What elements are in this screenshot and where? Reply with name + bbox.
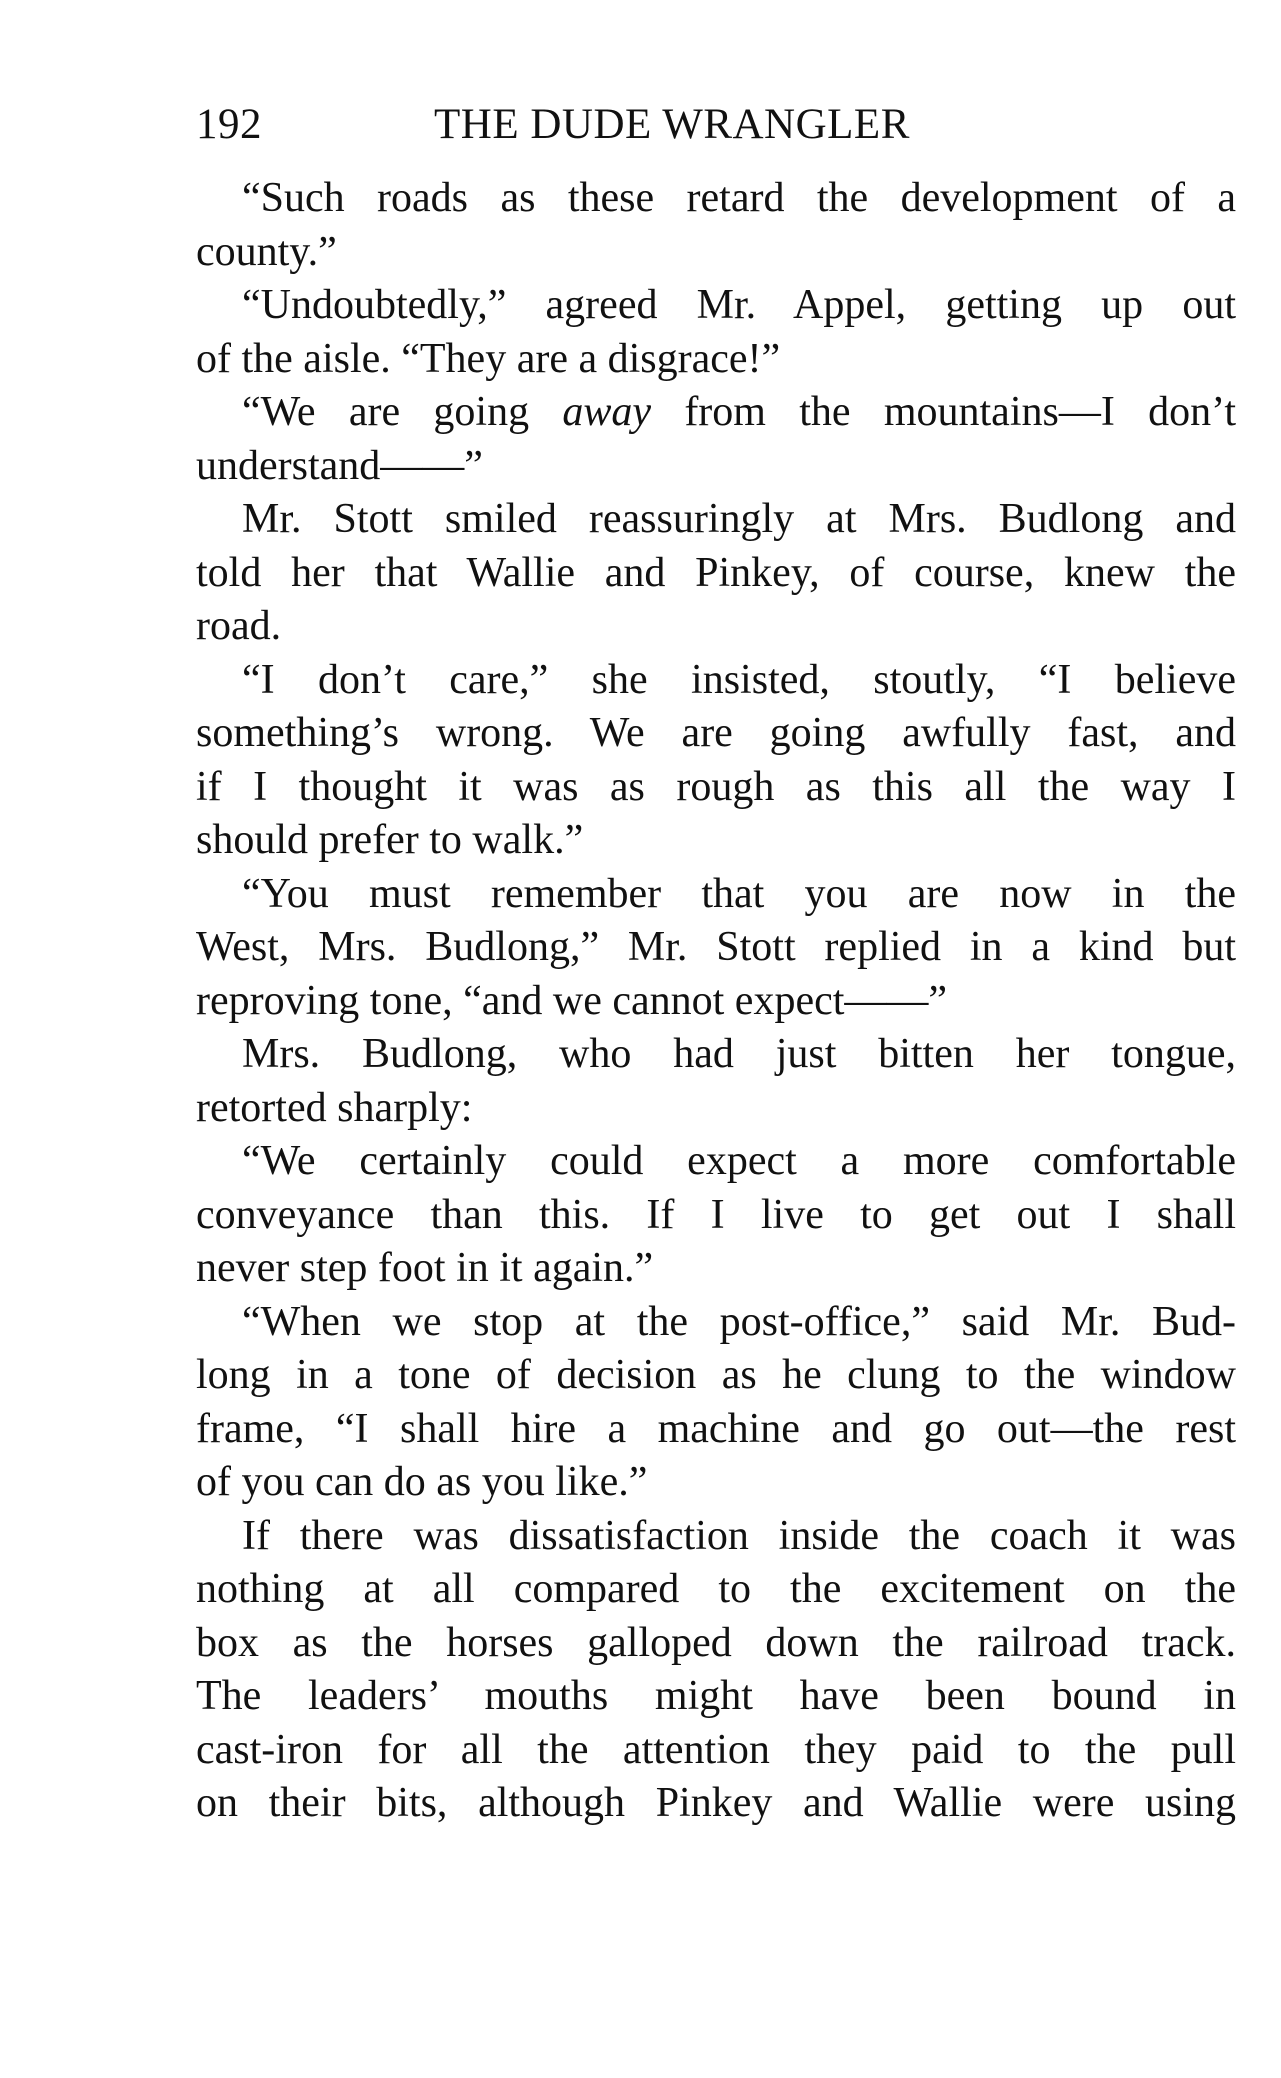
- text-line: of the aisle. “They are a disgrace!”: [196, 335, 781, 382]
- text-line: understand——”: [196, 442, 483, 489]
- text-line: “You must remember that you are now in the: [242, 870, 1236, 917]
- text-line: West, Mrs. Budlong,” Mr. Stott replied in a kind but: [196, 924, 1236, 970]
- text-line: should prefer to walk.”: [196, 817, 584, 863]
- text-line: box as the horses galloped down the railroad track.: [196, 1619, 1236, 1666]
- text-line: “I don’t care,” she insisted, stoutly, “I believe: [242, 656, 1236, 703]
- text-line: retorted sharply:: [196, 1084, 473, 1131]
- body-text: [196, 172, 1236, 1831]
- text-line: “When we stop at the post-office,” said Mr. Bud-: [242, 1298, 1236, 1345]
- text-line: [196, 386, 1236, 440]
- text-segment: from the mountains—I don’t: [651, 389, 1237, 435]
- text-line: “Such roads as these retard the development of a: [242, 175, 1236, 221]
- text-line: The leaders’ mouths might have been bound in: [196, 1673, 1236, 1719]
- text-line: something’s wrong. We are going awfully fast, and: [196, 710, 1236, 756]
- text-line: if I thought it was as rough as this all the way I: [196, 763, 1236, 810]
- page-number: 192: [196, 101, 262, 148]
- text-line: nothing at all compared to the excitement on the: [196, 1566, 1236, 1612]
- text-segment: “We are going: [242, 389, 563, 435]
- italic-word: away: [562, 389, 652, 435]
- running-head: [196, 95, 1236, 155]
- text-line: frame, “I shall hire a machine and go out—the rest: [196, 1405, 1236, 1452]
- text-line: “We certainly could expect a more comfortable: [242, 1138, 1236, 1184]
- text-line: “Undoubtedly,” agreed Mr. Appel, getting up out: [242, 282, 1236, 328]
- text-line: road.: [196, 603, 282, 649]
- text-line: of you can do as you like.”: [196, 1459, 648, 1505]
- book-title: THE DUDE WRANGLER: [434, 101, 910, 148]
- text-line: on their bits, although Pinkey and Wallie were using: [196, 1780, 1236, 1826]
- text-line: If there was dissatisfaction inside the coach it was: [242, 1512, 1236, 1559]
- text-line: reproving tone, “and we cannot expect——”: [196, 977, 948, 1024]
- text-line: told her that Wallie and Pinkey, of course, knew the: [196, 549, 1236, 596]
- text-line: Mr. Stott smiled reassuringly at Mrs. Budlong and: [242, 496, 1236, 542]
- text-line: long in a tone of decision as he clung to the window: [196, 1352, 1236, 1398]
- text-line: Mrs. Budlong, who had just bitten her tongue,: [242, 1031, 1236, 1077]
- text-line: conveyance than this. If I live to get out I shall: [196, 1191, 1236, 1238]
- text-line: never step foot in it again.”: [196, 1245, 654, 1291]
- text-line: cast-iron for all the attention they paid to the pull: [196, 1726, 1236, 1773]
- text-line: county.”: [196, 228, 337, 275]
